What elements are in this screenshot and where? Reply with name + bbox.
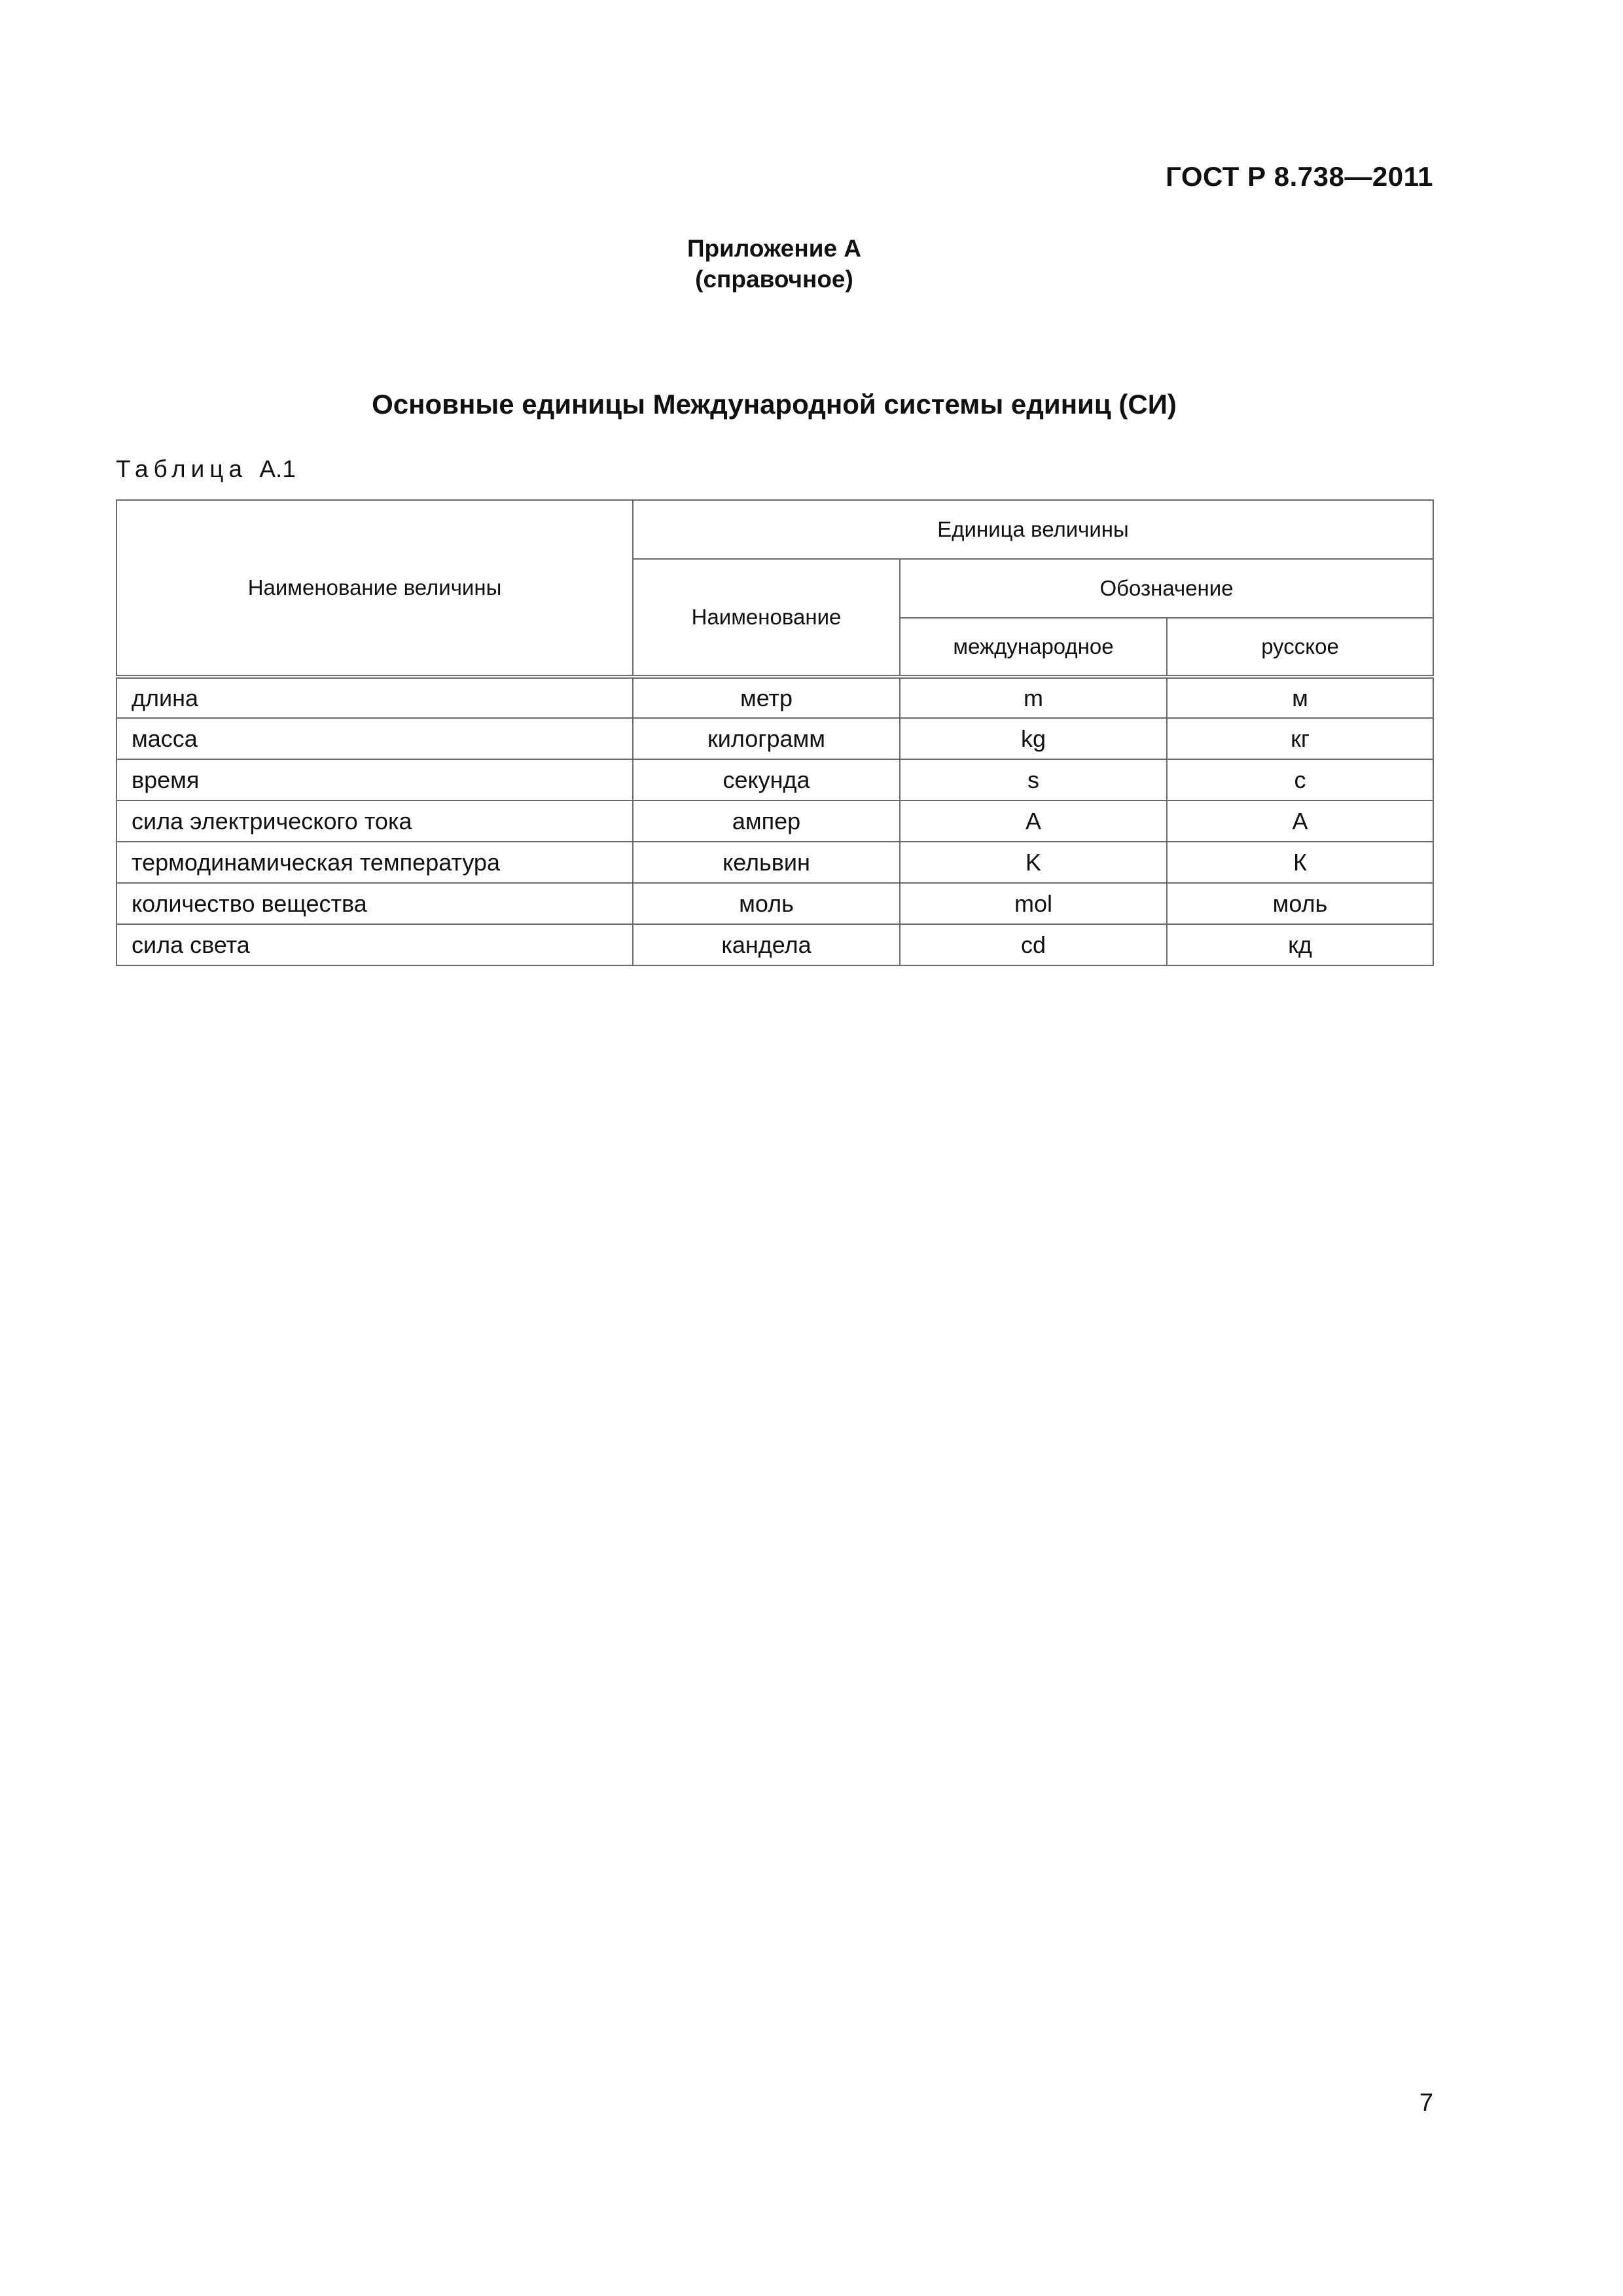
table-row [116, 800, 1433, 842]
cell-rus: м [1167, 677, 1433, 718]
cell-rus: К [1167, 842, 1433, 883]
appendix-heading [0, 233, 1548, 295]
table-caption-label: Таблица [116, 456, 248, 482]
cell-rus: кд [1167, 924, 1433, 965]
cell-rus: кг [1167, 718, 1433, 759]
table-row [116, 883, 1433, 924]
cell-intl: K [900, 842, 1167, 883]
header-designation-group: Обозначение [900, 559, 1433, 618]
cell-unit: килограмм [633, 718, 900, 759]
document-code: ГОСТ Р 8.738—2011 [1166, 161, 1433, 192]
header-unit-group: Единица величины [633, 500, 1433, 559]
cell-intl: m [900, 677, 1167, 718]
si-units-table [116, 499, 1434, 966]
cell-intl: mol [900, 883, 1167, 924]
cell-quantity: сила света [116, 924, 633, 965]
appendix-type: (справочное) [695, 266, 853, 293]
cell-quantity: масса [116, 718, 633, 759]
cell-rus: А [1167, 800, 1433, 842]
section-title: Основные единицы Международной системы единиц (СИ) [372, 389, 1177, 420]
cell-unit: кельвин [633, 842, 900, 883]
cell-quantity: сила электрического тока [116, 800, 633, 842]
cell-unit: моль [633, 883, 900, 924]
cell-intl: kg [900, 718, 1167, 759]
cell-intl: cd [900, 924, 1167, 965]
cell-unit: ампер [633, 800, 900, 842]
cell-unit: метр [633, 677, 900, 718]
table-row [116, 842, 1433, 883]
cell-intl: A [900, 800, 1167, 842]
cell-rus: моль [1167, 883, 1433, 924]
table-caption-number: А.1 [259, 456, 296, 482]
cell-quantity: термодинамическая температура [116, 842, 633, 883]
table-row [116, 759, 1433, 800]
appendix-title: Приложение А [687, 235, 862, 262]
header-unit-name: Наименование [633, 559, 900, 677]
header-quantity-name: Наименование величины [116, 500, 633, 677]
header-international: международное [900, 618, 1167, 677]
page-number: 7 [1419, 2089, 1433, 2117]
cell-intl: s [900, 759, 1167, 800]
header-russian: русское [1167, 618, 1433, 677]
cell-rus: с [1167, 759, 1433, 800]
table-caption [116, 456, 296, 483]
cell-quantity: количество вещества [116, 883, 633, 924]
table-row [116, 677, 1433, 718]
table-row [116, 718, 1433, 759]
cell-quantity: время [116, 759, 633, 800]
cell-quantity: длина [116, 677, 633, 718]
table-row [116, 924, 1433, 965]
cell-unit: кандела [633, 924, 900, 965]
cell-unit: секунда [633, 759, 900, 800]
